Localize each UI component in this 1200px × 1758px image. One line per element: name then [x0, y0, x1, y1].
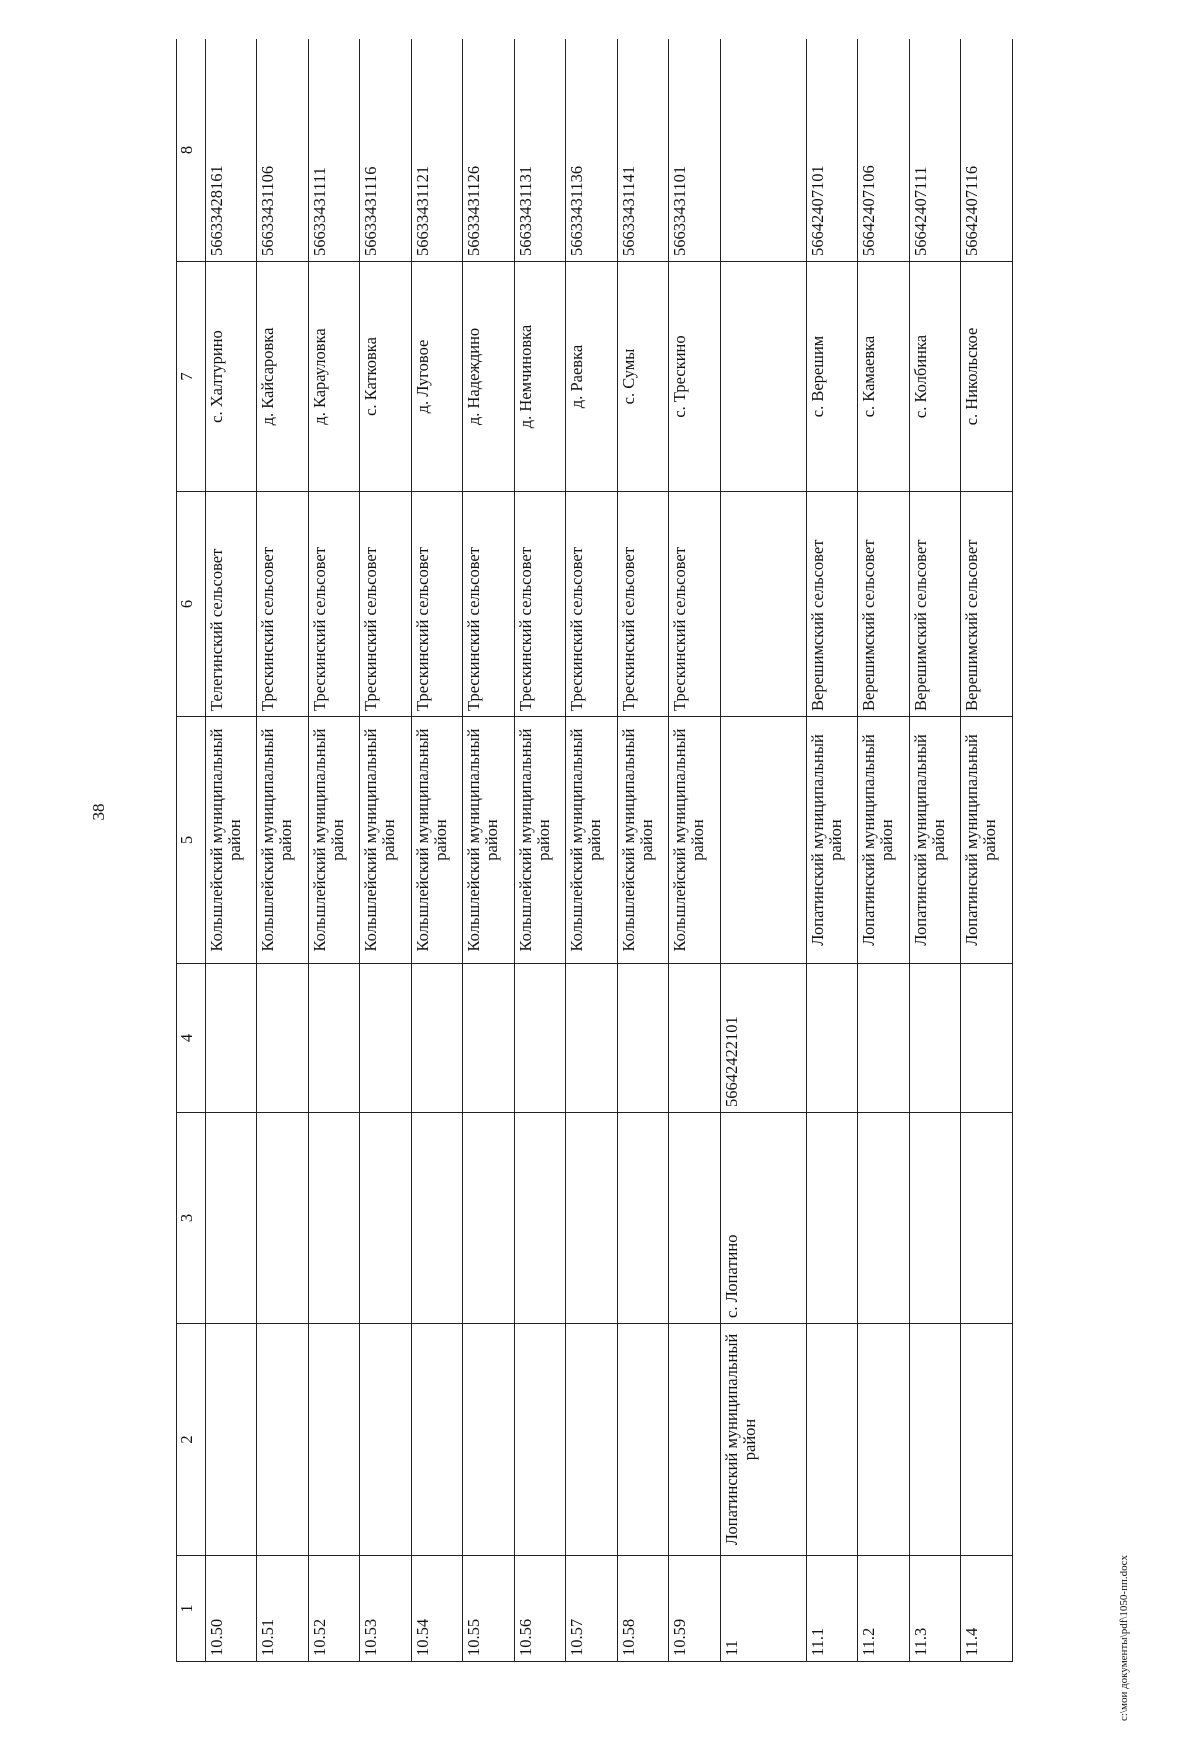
table-cell-c4: [360, 964, 412, 1113]
table-cell-c2: [463, 1324, 515, 1556]
table-row: [720, 39, 806, 1662]
table-cell-c1: 11.1: [806, 1556, 858, 1662]
table-cell-c1: 11.2: [858, 1556, 910, 1662]
table-cell-c3: [806, 1113, 858, 1324]
table-cell-c7: с. Трескино: [669, 262, 721, 492]
table-cell-c6: Трескинский сельсовет: [566, 492, 618, 717]
table-cell-c5: Кольшлейский муниципальный район: [617, 717, 669, 964]
table-cell-c2: [411, 1324, 463, 1556]
table-row: [961, 39, 1013, 1662]
table-cell-c4: [257, 964, 309, 1113]
table-cell-c8: 56633431136: [566, 39, 618, 262]
table-cell-c2: [909, 1324, 961, 1556]
table-row: [617, 39, 669, 1662]
table-cell-c5: Кольшлейский муниципальный район: [308, 717, 360, 964]
table-cell-c5: Кольшлейский муниципальный район: [566, 717, 618, 964]
table-row: [858, 39, 910, 1662]
table-cell-c5: Кольшлейский муниципальный район: [360, 717, 412, 964]
table-cell-c8: 56633431106: [257, 39, 309, 262]
table-cell-c4: [463, 964, 515, 1113]
table-cell-c4: [617, 964, 669, 1113]
table-cell-c2: [205, 1324, 257, 1556]
table-cell-c2: [308, 1324, 360, 1556]
table-cell-c7: с. Камаевка: [858, 262, 910, 492]
table-cell-c7: с. Никольское: [961, 262, 1013, 492]
table-cell-c2: [961, 1324, 1013, 1556]
page-number: 38: [89, 803, 108, 821]
table-cell-c5: Кольшлейский муниципальный район: [205, 717, 257, 964]
table-cell-c7: с. Колбинка: [909, 262, 961, 492]
table-cell-c5: Кольшлейский муниципальный район: [514, 717, 566, 964]
table-cell-c8: 56642407116: [961, 39, 1013, 262]
table-row: [463, 39, 515, 1662]
table-cell-c8: 56633431111: [308, 39, 360, 262]
header-cell: 1: [177, 1556, 206, 1662]
table-cell-c1: 10.54: [411, 1556, 463, 1662]
table-row: [411, 39, 463, 1662]
table-cell-c8: [720, 39, 806, 262]
table-cell-c2: [514, 1324, 566, 1556]
table-cell-c7: с. Халтурино: [205, 262, 257, 492]
header-cell: 8: [177, 39, 206, 262]
table-cell-c3: [411, 1113, 463, 1324]
table-cell-c3: [308, 1113, 360, 1324]
table-cell-c2: [858, 1324, 910, 1556]
table-cell-c4: [909, 964, 961, 1113]
table-cell-c8: 56633431116: [360, 39, 412, 262]
table-cell-c5: Лопатинский муниципальный район: [806, 717, 858, 964]
table-cell-c6: Трескинский сельсовет: [411, 492, 463, 717]
table-cell-c6: Трескинский сельсовет: [308, 492, 360, 717]
table-cell-c1: 10.50: [205, 1556, 257, 1662]
table-cell-c4: [806, 964, 858, 1113]
table-row: [566, 39, 618, 1662]
table-cell-c6: Трескинский сельсовет: [617, 492, 669, 717]
table-cell-c6: Верешимский сельсовет: [909, 492, 961, 717]
header-row: [177, 39, 206, 1662]
table-cell-c5: Лопатинский муниципальный район: [858, 717, 910, 964]
table-cell-c4: [514, 964, 566, 1113]
table-cell-c7: д. Кайсаровка: [257, 262, 309, 492]
table-cell-c2: [257, 1324, 309, 1556]
table-cell-c8: 56633431141: [617, 39, 669, 262]
table-cell-c5: Кольшлейский муниципальный район: [411, 717, 463, 964]
table-cell-c5: Лопатинский муниципальный район: [909, 717, 961, 964]
table-cell-c6: Телегинский сельсовет: [205, 492, 257, 717]
table-row: [205, 39, 257, 1662]
table-cell-c8: 56633431121: [411, 39, 463, 262]
table-cell-c6: Трескинский сельсовет: [463, 492, 515, 717]
table-cell-c1: 11: [720, 1556, 806, 1662]
table-row: [360, 39, 412, 1662]
table-cell-c3: [909, 1113, 961, 1324]
table-cell-c8: 56633431101: [669, 39, 721, 262]
table-cell-c3: с. Лопатино: [720, 1113, 806, 1324]
table-cell-c1: 10.55: [463, 1556, 515, 1662]
table-cell-c7: [720, 262, 806, 492]
table-cell-c5: Кольшлейский муниципальный район: [669, 717, 721, 964]
table-cell-c4: [411, 964, 463, 1113]
table-cell-c1: 10.57: [566, 1556, 618, 1662]
table-cell-c1: 10.59: [669, 1556, 721, 1662]
table-cell-c6: Трескинский сельсовет: [257, 492, 309, 717]
table-cell-c8: 56642407106: [858, 39, 910, 262]
table-cell-c5: Кольшлейский муниципальный район: [257, 717, 309, 964]
header-cell: 4: [177, 964, 206, 1113]
header-cell: 6: [177, 492, 206, 717]
table-row: [514, 39, 566, 1662]
table-cell-c6: Трескинский сельсовет: [360, 492, 412, 717]
table-cell-c8: 56642407101: [806, 39, 858, 262]
table-cell-c5: [720, 717, 806, 964]
table-cell-c4: [566, 964, 618, 1113]
table-cell-c6: [720, 492, 806, 717]
table-cell-c3: [205, 1113, 257, 1324]
table-cell-c1: 11.4: [961, 1556, 1013, 1662]
table-cell-c3: [566, 1113, 618, 1324]
table-cell-c7: с. Катковка: [360, 262, 412, 492]
table-cell-c1: 11.3: [909, 1556, 961, 1662]
table-cell-c1: 10.53: [360, 1556, 412, 1662]
table-cell-c3: [669, 1113, 721, 1324]
table-row: [257, 39, 309, 1662]
table-cell-c3: [360, 1113, 412, 1324]
table-cell-c1: 10.51: [257, 1556, 309, 1662]
table-cell-c4: [858, 964, 910, 1113]
rotated-table-frame: [176, 39, 1013, 1662]
table-cell-c7: д. Немчиновка: [514, 262, 566, 492]
table-cell-c8: 56633431126: [463, 39, 515, 262]
table-cell-c4: [669, 964, 721, 1113]
table-cell-c4: [961, 964, 1013, 1113]
table-cell-c2: [566, 1324, 618, 1556]
header-cell: 3: [177, 1113, 206, 1324]
table-cell-c7: д. Карауловка: [308, 262, 360, 492]
table-row: [669, 39, 721, 1662]
header-cell: 2: [177, 1324, 206, 1556]
table-cell-c3: [514, 1113, 566, 1324]
table-cell-c7: с. Верешим: [806, 262, 858, 492]
table-cell-c3: [463, 1113, 515, 1324]
table-cell-c3: [257, 1113, 309, 1324]
table-cell-c4: [205, 964, 257, 1113]
table-cell-c2: [617, 1324, 669, 1556]
file-path-footer: c:\мои документы\pdf\1050-пп.docx: [1118, 1555, 1130, 1722]
table-cell-c7: д. Надеждино: [463, 262, 515, 492]
table-cell-c1: 10.52: [308, 1556, 360, 1662]
table-row: [806, 39, 858, 1662]
table-cell-c6: Верешимский сельсовет: [961, 492, 1013, 717]
table-row: [909, 39, 961, 1662]
header-cell: 7: [177, 262, 206, 492]
table-cell-c2: [360, 1324, 412, 1556]
table-cell-c2: [806, 1324, 858, 1556]
table-cell-c6: Верешимский сельсовет: [806, 492, 858, 717]
table-container: [176, 39, 1013, 1662]
table-cell-c4: [308, 964, 360, 1113]
table-cell-c1: 10.58: [617, 1556, 669, 1662]
table-cell-c6: Трескинский сельсовет: [514, 492, 566, 717]
table-cell-c8: 56633431131: [514, 39, 566, 262]
table-cell-c5: Лопатинский муниципальный район: [961, 717, 1013, 964]
table-cell-c3: [858, 1113, 910, 1324]
table-cell-c4: 56642422101: [720, 964, 806, 1113]
table-cell-c7: д. Луговое: [411, 262, 463, 492]
header-cell: 5: [177, 717, 206, 964]
table-cell-c6: Верешимский сельсовет: [858, 492, 910, 717]
table-cell-c3: [961, 1113, 1013, 1324]
table-cell-c8: 56642407111: [909, 39, 961, 262]
table-cell-c5: Кольшлейский муниципальный район: [463, 717, 515, 964]
table-cell-c6: Трескинский сельсовет: [669, 492, 721, 717]
table-row: [308, 39, 360, 1662]
table-cell-c8: 56633428161: [205, 39, 257, 262]
table-cell-c7: с. Сумы: [617, 262, 669, 492]
settlements-table: [176, 39, 1013, 1662]
table-cell-c2: Лопатинский муниципальный район: [720, 1324, 806, 1556]
table-cell-c3: [617, 1113, 669, 1324]
table-cell-c7: д. Раевка: [566, 262, 618, 492]
table-cell-c1: 10.56: [514, 1556, 566, 1662]
table-cell-c2: [669, 1324, 721, 1556]
